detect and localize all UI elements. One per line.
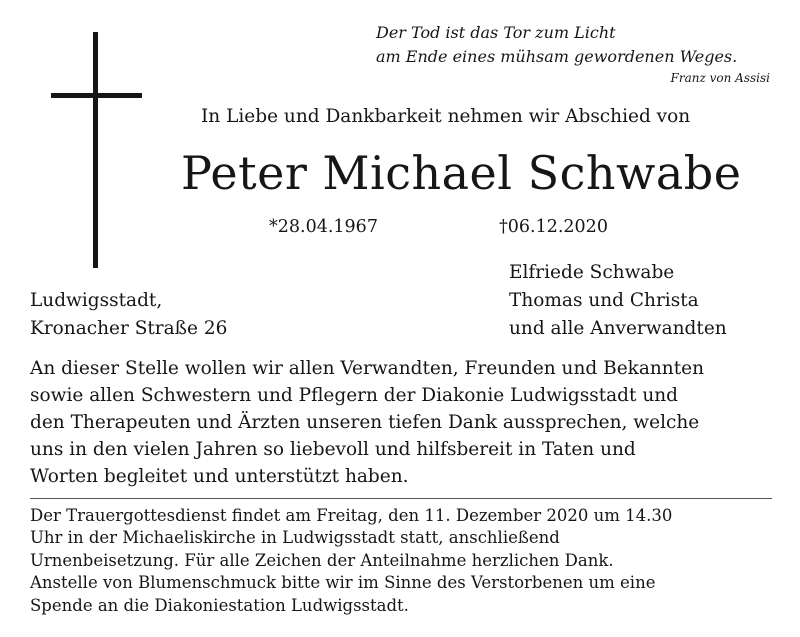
birth-date: *28.04.1967: [269, 217, 378, 237]
quote-line-1: Der Tod ist das Tor zum Licht: [376, 23, 616, 42]
service-line: Der Trauergottesdienst findet am Freitag, den 11. Dezember 2020 um 14.30: [30, 506, 673, 525]
divider: [30, 498, 772, 499]
deceased-name: Peter Michael Schwabe: [181, 146, 742, 200]
thanks-line: An dieser Stelle wollen wir allen Verwandten, Freunden und Bekannten: [30, 358, 705, 379]
service-line: Uhr in der Michaeliskirche in Ludwigsstadt statt, anschließend: [30, 528, 560, 548]
intro-text: In Liebe und Dankbarkeit nehmen wir Abschied von: [201, 106, 691, 127]
family-line-3: und alle Anverwandten: [509, 318, 727, 339]
thanks-line: Worten begleitet und unterstützt haben.: [30, 466, 409, 487]
address-line-1: Ludwigsstadt,: [30, 290, 163, 311]
address-line-2: Kronacher Straße 26: [30, 318, 228, 339]
thanks-line: sowie allen Schwestern und Pflegern der Diakonie Ludwigsstadt und: [30, 385, 679, 406]
thanks-line: uns in den vielen Jahren so liebevoll und hilfsbereit in Taten und: [30, 439, 636, 460]
service-line: Anstelle von Blumenschmuck bitte wir im Sinne des Verstorbenen um eine: [30, 573, 656, 593]
service-line: Spende an die Diakoniestation Ludwigsstadt.: [30, 595, 409, 615]
quote-line-2: am Ende eines mühsam gewordenen Weges.: [376, 47, 738, 66]
service-line: Urnenbeisetzung. Für alle Zeichen der Anteilnahme herzlichen Dank.: [30, 550, 614, 570]
family-line-2: Thomas und Christa: [509, 290, 699, 311]
service-paragraph: [30, 505, 672, 617]
quote-author: Franz von Assisi: [670, 71, 770, 85]
thanks-paragraph: [30, 355, 704, 490]
death-date: †06.12.2020: [499, 217, 608, 237]
family-line-1: Elfriede Schwabe: [509, 262, 675, 283]
thanks-line: den Therapeuten und Ärzten unseren tiefen Dank aussprechen, welche: [30, 412, 700, 433]
